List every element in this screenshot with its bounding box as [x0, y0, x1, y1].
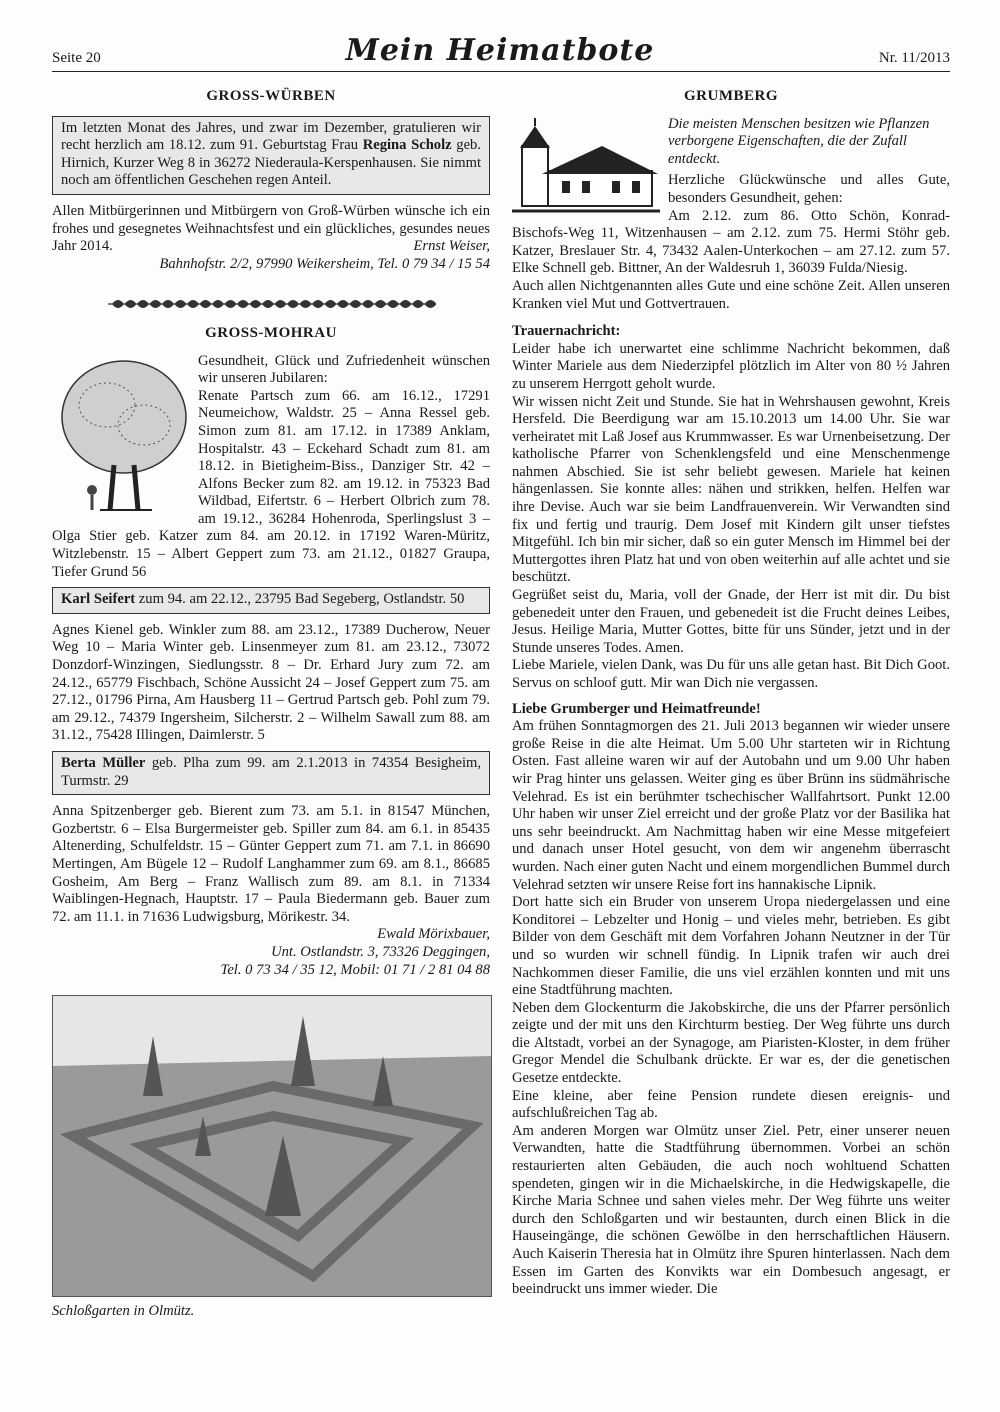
section-title-gross-wuerben: GROSS-WÜRBEN [206, 88, 336, 104]
birthday-box-karl-seifert [52, 587, 490, 614]
box-text: zum 94. am 22.12., 23795 Bad Segeberg, Ostlandstr. 50 [135, 591, 465, 608]
tree-illustration-icon [52, 355, 192, 515]
section-title-gross-mohrau: GROSS-MOHRAU [205, 324, 337, 341]
quote: Die meisten Menschen besitzen wie Pflanzen verborgene Eigenschaften, die der Zufall entdeckt. [668, 115, 930, 167]
box-text: geb. Hirnich, Kurzer Weg 8 in 36272 Niederaula-Kerspenhausen. Sie nimmt noch am öffentlichen Geschehen regen Anteil. [61, 137, 481, 189]
photo-caption: Schloßgarten in Olmütz. [52, 1303, 195, 1320]
signature-phone: Tel. 0 73 34 / 35 12, Mobil: 01 71 / 2 81 04 88 [220, 961, 490, 978]
signature-name: Ernst Weiser, [413, 238, 490, 255]
heading-trauernachricht: Trauernachricht: [512, 323, 621, 340]
travel-p4: Eine kleine, aber feine Pension rundete diesen ereignis- und aufschlußreichen Tag ab. [512, 1087, 950, 1122]
travel-p5: Am anderen Morgen war Olmütz unser Ziel. Petr, einer unserer neuen Verwandten, hatte die Stadtführung übernommen. Vorbei an schön restaurierten alten Gebäuden, die auch noch wohltuend Schatten spendeten, gingen wir in die Michaelskirche, in die Hedwigskapelle, die Kirche Maria Schnee und sahen vieles mehr. Der Weg führte uns weiter durch den Schloßgarten und wir bestaunten, durch einen Blick in die Hauseingänge, die schönen Gewölbe in den herrschaftlichen Häusern. Auch Kaiserin Theresia hat in Olmütz ihre Spuren hinterlassen. Nach dem Essen im Garten des Konvikts war ein Dombesuch angesagt, er beeindruckt uns immer wieder. Die [512, 1122, 950, 1298]
issue-number: Nr. 11/2013 [878, 50, 950, 66]
travel-p2: Dort hatte sich ein Bruder von unserem Uropa niedergelassen und eine Konditorei – Lebzelter und Honig – und vieles mehr, betrieben. Es gibt Bilder von dem Geschäft mit dem Vorfahren Johann Neutzner in der Tür und so wurden wir schnell fündig. In Lipnik trafen wir auch drei Nachkommen dieser Familie, die uns viel erzählen konnten und mit uns eine Stadtführung machten. [512, 894, 950, 999]
box-name: Karl Seifert [61, 591, 136, 608]
masthead: Mein Heimatbote [345, 33, 655, 68]
box-name: Berta Müller [61, 755, 146, 771]
signature-name: Ewald Mörixbauer, [377, 926, 490, 943]
heading-liebe-grumberger: Liebe Grumberger und Heimatfreunde! [512, 700, 761, 717]
birthday-box-regina-scholz [52, 116, 490, 195]
obituary-p2: Wir wissen nicht Zeit und Stunde. Sie hat in Wehrshausen gewohnt, Kreis Hersfeld. Die Beerdigung war am 15.10.2013 um 14.00 Uhr. Sie war verheiratet mit Laß Josef aus Krummwasser. Es war Urnenbeisetzung. Der katholische Pfarrer von Schenklengsfeld und eine Menschenmenge nahmen Abschied. Sie ist sehr beliebt gewesen. Mariele hat keinen hängenlassen. Sie konnte alles: nähen und strikken, helfen. Helfen war ihre Devise. Auch war sie beim Landfrauenverein. Wir Verwandten sind fix und fertig und traurig. Dem Josef mit Kindern gilt unser tiefstes Mitgefühl. Ich bin mir sicher, daß so ein guter Mensch im Himmel bei der Muttergottes ihren Platz hat und von oben weiterhin auf alle achtet und sie beschützt. [512, 393, 950, 586]
prayer: Gegrüßet seist du, Maria, voll der Gnade, der Herr ist mit dir. Du bist gebenedeit unter den Frauen, und gebenedeit ist die Frucht deines Leibes, Jesus. Heilige Maria, Mutter Gottes, bitte für uns Sünder, jetzt und in der Stunde unseres Todes. Amen. [512, 587, 950, 656]
obituary-p1: Leider habe ich unerwartet eine schlimme Nachricht bekommen, daß Winter Mariele aus dem Niederzipfel plötzlich im Alter von 80 ½ Jahren zu unserem Herrgott geholt wurde. [512, 340, 950, 392]
signature-address: Unt. Ostlandstr. 3, 73326 Deggingen, [271, 943, 490, 960]
gm-jubilare-3: Anna Spitzenberger geb. Bierent zum 73. am 5.1. in 81547 München, Gozbertstr. 6 – Elsa Burgermeister geb. Spiller zum 84. am 6.1. in 85435 Altenerding, Schulfeldstr. 15 – Günter Geppert zum 71. am 7.1. in 86690 Mertingen, Am Bügele 12 – Rudolf Langhammer zum 69. am 8.1., 86685 Gosheim, Am Berg – Franz Wallisch zum 89. am 8.1. in 71334 Waiblingen-Hegnach, Hauptstr. 17 – Paula Biedermann geb. Bauer zum 72. am 11.1. in 71636 Ludwigsburg, Mörikestr. 34. [52, 803, 490, 925]
gm-intro: Gesundheit, Glück und Zufriedenheit wünschen wir unseren Jubilaren: [198, 352, 490, 387]
ornament-divider [52, 295, 490, 319]
church-illustration-icon [512, 116, 660, 218]
signature-address: Bahnhofstr. 2/2, 97990 Weikersheim, Tel. 0 79 34 / 15 54 [159, 255, 490, 272]
box-text: geb. Plha zum 99. am 2.1.2013 in 74354 Besigheim, Turmstr. 29 [61, 755, 481, 789]
travel-p1: Am frühen Sonntagmorgen des 21. Juli 2013 begannen wir wieder unsere große Reise in die alte Heimat. Um 5.00 Uhr starteten wir in Richtung Osten. Fast alleine waren wir auf der Autobahn und um 9.00 Uhr haben wir Prag hinter uns gelassen. Weiter ging es über Brünn ins südmährische Velehrad. Es ist ein berühmter tschechischer Wallfahrtsort. Punkt 12.00 Uhr haben wir unser Ziel erreicht und der große Platz vor der Basilika hat uns sehr beeindruckt. Am Nachmittag haben wir eine Messe mitgefeiert und danach unser Hotel gesucht, von dem wir angenehm überrascht wurden. Nach einer guten Nacht und einem morgendlichen Bummel durch Velehrad setzten wir unsere Reise fort ins hannakische Lipnik. [512, 718, 950, 893]
travel-p3: Neben dem Glockenturm die Jakobskirche, die uns der Pfarrer persönlich zeigte und der mit uns den Kirchturm bestieg. Der Weg führte uns durch die Altstadt, vorbei an der Synagoge, am Piaristen-Kloster, in dem früher Gregor Mendel die Schulbank drückte. Er war es, der die genetischen Gesetze entdeckte. [512, 999, 950, 1087]
box-text: Im letzten Monat des Jahres, und zwar im Dezember, gratulieren wir recht herzlich am 18.12. zum 91. Geburtstag Frau [61, 119, 481, 154]
greeting-list: Am 2.12. zum 86. Otto Schön, Konrad-Bischofs-Weg 11, Witzenhausen – am 2.12. zum 75. Hermi Stöhr geb. Katzer, Breslauer Str. 4, 73432 Aalen-Unterkochen – am 27.12. zum 57. Elke Schnell geb. Bittner, An der Waldesruh 1, 36039 Fulda/Niesig. [512, 207, 950, 277]
right-column [512, 84, 950, 1299]
obituary-farewell: Liebe Mariele, vielen Dank, was Du für uns alle getan hast. Bit Dich Goot. Servus on schloof gutt. Mir wan Dich nie vergassen. [512, 657, 950, 691]
box-name: Regina Scholz [362, 137, 452, 154]
garden-photo [52, 995, 492, 1297]
greeting-text: Allen Mitbürgerinnen und Mitbürgern von Groß-Würben wünsche ich ein frohes und gesegnetes Weihnachtsfest und ein glückliches, gesundes neues Jahr 2014. Ernst Weiser, [52, 202, 490, 255]
header-rule [52, 71, 950, 72]
greeting-closing: Auch allen Nichtgenannten alles Gute und eine schöne Zeit. Allen unseren Kranken viel Mut und Gottvertrauen. [512, 277, 950, 312]
greeting-intro: Herzliche Glückwünsche und alles Gute, besonders Gesundheit, gehen: [668, 172, 950, 206]
gm-jubilare-1: Renate Partsch zum 66. am 16.12., 17291 Neumeichow, Waldstr. 25 – Anna Ressel geb. Simon zum 81. am 17.12. in 17389 Anklam, Hospitalstr. 43 – Eckehard Schadt zum 81. am 18.12. in Bietigheim-Biss., Danziger Str. 42 – Alfons Becker zum 82. am 19.12. in 75323 Bad Wildbad, Eifertstr. 6 – Herbert Olbrich zum 78. am 19.12., 36284 Hohenroda, Sperlingslust 3 – Olga Stier geb. Katzer zum 84. am 20.12. in 17192 Waren-Müritz, Witzlebenstr. 15 – Albert Geppert zum 73. am 21.12., 01827 Graupa, Tiefer Grund 56 [52, 387, 490, 580]
birthday-box-berta-mueller [52, 751, 490, 795]
leaf-ornament-icon [106, 295, 436, 313]
gm-jubilare-2: Agnes Kienel geb. Winkler zum 88. am 23.12., 17389 Ducherow, Neuer Weg 10 – Maria Winter geb. Linsenmeyer zum 81. am 23.12., 73072 Donzdorf-Winzingen, Siedlungsstr. 8 – Dr. Erhard Jury zum 72. am 24.12., 65779 Fischbach, Schöne Aussicht 24 – Josef Geppert zum 75. am 27.12., 01796 Pirna, Am Hausberg 11 – Gertrud Partsch geb. Pohl zum 79. am 29.12., 74379 Ingersheim, Silcherstr. 2 – Wilhelm Sawall zum 88. am 31.12., 75428 Illingen, Daimlerstr. 5 [52, 621, 490, 744]
left-column [52, 84, 490, 1321]
page-number: Seite 20 [52, 50, 101, 66]
section-title-grumberg: GRUMBERG [684, 88, 778, 104]
